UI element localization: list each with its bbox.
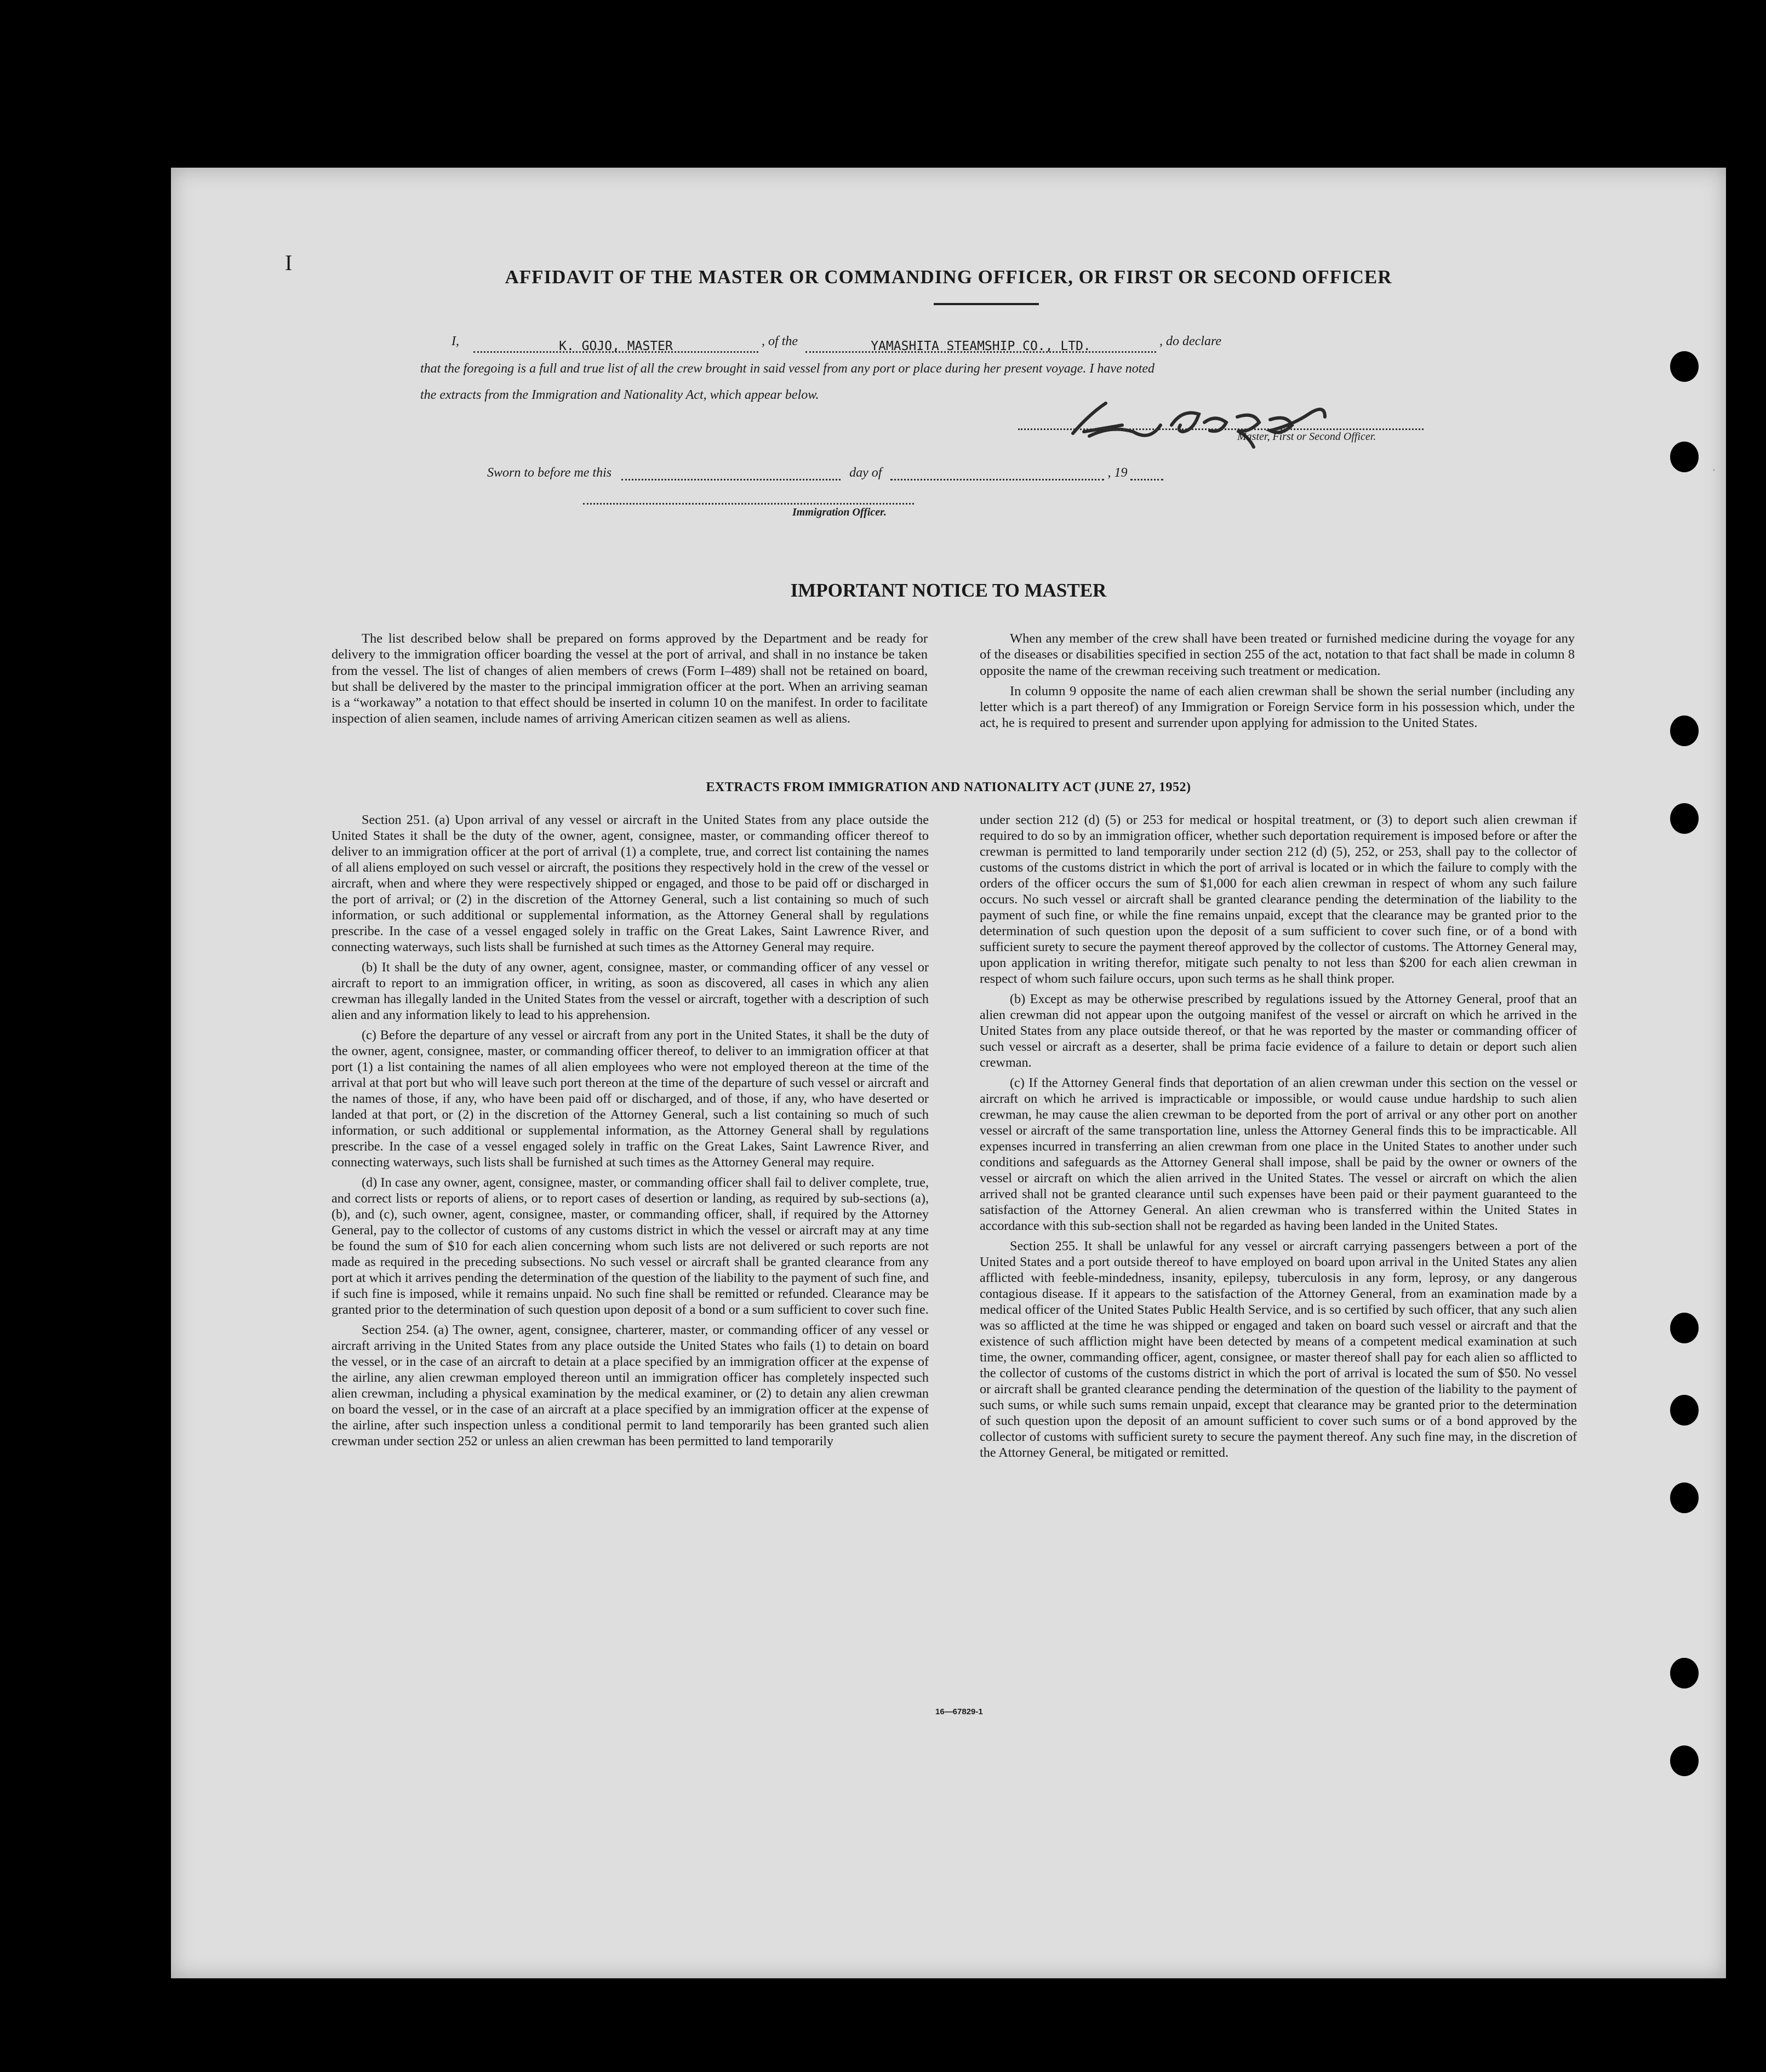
page-marker: I (285, 250, 293, 275)
signature-block (1018, 398, 1621, 458)
year-prefix: , 19 (1107, 466, 1128, 480)
of-the-label: , of the (762, 334, 798, 348)
binder-hole (1670, 1313, 1699, 1343)
sworn-year-field (1130, 462, 1163, 480)
notice-paragraph: When any member of the crew shall have been treated or furnished medicine during the voyage for any of the diseases or disabilities specified in section 255 of the act, notation to that fact shall be made in column 8 opposite the name of the crewman receiving such treatment or medication. (980, 631, 1575, 678)
binder-hole (1670, 803, 1699, 834)
document-page (171, 168, 1726, 1978)
section-paragraph: Section 254. (a) The owner, agent, consignee, charterer, master, or commanding officer of any vessel or aircraft arriving in the United States from any place outside the United States who fails (1) to detain on board the vessel, or in the case of an aircraft to detain at a place specified by an immigration officer at the expense of the airline, any alien crewman employed thereon until an immigration officer has completely inspected such alien crewman, including a physical examination by the medical examiner, or (2) to detain any alien crewman on board the vessel, or in the case of an aircraft at a place specified by an immigration officer at the expense of the airline, after such inspection unless a conditional permit to land temporarily has been granted such alien crewman under section 252 or unless an alien crewman has been permitted to land temporarily (332, 1323, 929, 1449)
extracts-left-column (332, 812, 929, 1453)
i-label: I, (451, 334, 459, 348)
notice-left-column (332, 631, 928, 731)
immigration-officer-signature-line (583, 503, 914, 505)
handwritten-signature (1051, 392, 1391, 458)
bleed-through-mark: · (1711, 463, 1718, 477)
section-paragraph: (b) It shall be the duty of any owner, agent, consignee, master, or commanding officer of any vessel or aircraft to report to an immigration officer, in writing, as soon as discovered, all cases in which any alien crewman has illegally landed in the United States from the vessel or aircraft, together with a description of such alien and any information likely to lead to his apprehension. (332, 960, 929, 1022)
signature-caption: Master, First or Second Officer. (1237, 431, 1376, 443)
binder-hole (1670, 1395, 1699, 1426)
section-paragraph: under section 212 (d) (5) or 253 for medical or hospital treatment, or (3) to deport such alien crewman if required to do so by an immigration officer, whether such deportation requirement is imposed before or after the crewman is permitted to land temporarily under section 212 (d) (5), 252, or 253, shall pay to the collector of customs of the customs district in which the port of arrival is located or in which the failure to comply with the orders of the officer occurs the sum of $1,000 for each alien crewman in respect of whom any such failure occurs. No such vessel or aircraft shall be granted clearance pending the determination of the liability to the payment of such fine, or while the fine remains unpaid, except that the clearance may be granted prior to the determination of such question upon the deposit of a sum sufficient to cover such fine, or of a bond with sufficient surety to secure the payment thereof approved by the collector of customs. The Attorney General may, upon application in writing therefor, mitigate such penalty to not less than $200 for each alien crewman in respect of whom such failure occurs, upon such terms as he shall think proper. (980, 812, 1577, 986)
immigration-officer-caption: Immigration Officer. (792, 506, 887, 518)
affidavit-title: AFFIDAVIT OF THE MASTER OR COMMANDING OFFICER, OR FIRST OR SECOND OFFICER (505, 266, 1392, 288)
extracts-right-column (980, 812, 1577, 1465)
do-declare-label: , do declare (1159, 334, 1222, 348)
section-paragraph: Section 255. It shall be unlawful for any vessel or aircraft carrying passengers between a port of the United States and a port outside thereof to have employed on board upon arrival in the United States any alien afflicted with feeble-mindedness, insanity, epilepsy, tuberculosis in any form, leprosy, or any dangerous contagious disease. If it appears to the satisfaction of the Attorney General, from an examination made by a medical officer of the United States Public Health Service, and is so certified by such officer, that any such alien was so afflicted at the time he was shipped or engaged and taken on board such vessel or aircraft and that the existence of such affliction might have been detected by means of a competent medical examination at such time, the owner, commanding officer, agent, consignee, or master thereof shall pay for each alien so afflicted to the collector of customs of the customs district in which the port of arrival is located the sum of $50. No vessel or aircraft shall be granted clearance pending the determination of the question of the liability to the payment of such sums, or while such sums remain unpaid, except that clearance may be granted prior to the determination of such question upon the deposit of an amount sufficient to cover such sums or of a bond approved by the collector of customs with sufficient surety to secure the payment thereof. Any such fine may, in the discretion of the Attorney General, be mitigated or remitted. (980, 1239, 1577, 1460)
section-paragraph: (d) In case any owner, agent, consignee, master, or commanding officer shall fail to deliver complete, true, and correct lists or reports of aliens, or to report cases of desertion or landing, as required by sub-sections (a), (b), and (c), such owner, agent, consignee, master, or commanding officer, shall, if required by the Attorney General, pay to the collector of customs of any customs district in which the vessel or aircraft may at any time be found the sum of $10 for each alien concerning whom such lists are not delivered or such reports are not made as required in the preceding subsections. No such vessel or aircraft shall be granted clearance from any port at which it arrives pending the determination of the question of the liability to the payment of such fine, and if such fine is imposed, while it remains unpaid. No such fine shall be remitted or refunded. Clearance may be granted prior to the determination of such question upon deposit of a bond or a sum sufficient to cover such fine. (332, 1175, 929, 1317)
company-field: YAMASHITA STEAMSHIP CO., LTD. (805, 335, 1156, 353)
section-paragraph: (b) Except as may be otherwise prescribed by regulations issued by the Attorney General, proof that an alien crewman did not appear upon the outgoing manifest of the vessel or aircraft on which he arrived in the United States from any place outside thereof, or that he was reported by the master or commanding officer of such vessel or aircraft as a deserter, shall be prima facie evidence of a failure to detain or deport such alien crewman. (980, 992, 1577, 1070)
notice-right-column (980, 631, 1575, 736)
sworn-month-field (890, 462, 1104, 480)
declaration-line-2: that the foregoing is a full and true list of all the crew brought in said vessel from any port or place during her present voyage. I have noted (420, 362, 1155, 376)
notice-paragraph: The list described below shall be prepared on forms approved by the Department and be ready for delivery to the immigration officer boarding the vessel at the port of arrival, and shall in no instance be taken from the vessel. The list of changes of alien members of crews (Form I–489) shall not be retained on board, but shall be delivered by the master to the principal immigration officer at the port. When an arriving seaman is a “workaway” a notation to that effect should be inserted in column 10 on the manifest. In order to facilitate inspection of alien seamen, include names of arriving American citizen seamen as well as aliens. (332, 631, 928, 726)
section-paragraph: (c) If the Attorney General finds that deportation of an alien crewman under this section on the vessel or aircraft on which he arrived is impracticable or impossible, or would cause undue hardship to such alien crewman, he may cause the alien crewman to be deported from the port of arrival or any other port on another vessel or aircraft of the same transportation line, unless the Attorney General finds this to be impracticable. All expenses incurred in transferring an alien crewman from one place in the United States to another under such conditions and safeguards as the Attorney General shall impose, shall be paid by the owner or owners of the vessel or aircraft on which the alien arrived in the United States. The vessel or aircraft on which the alien arrived shall not be granted clearance until such expenses have been paid or their payment guaranteed to the satisfaction of the Attorney General. An alien crewman who is transferred within the United States in accordance with this sub-section shall not be regarded as having been landed in the United States. (980, 1075, 1577, 1233)
binder-hole (1670, 1658, 1699, 1688)
binder-hole (1670, 1745, 1699, 1776)
binder-hole (1670, 716, 1699, 746)
form-number: 16—67829-1 (935, 1707, 983, 1716)
section-paragraph: (c) Before the departure of any vessel or aircraft from any port in the United States, it shall be the duty of the owner, agent, consignee, master, or commanding officer thereof, to deliver to an immigration officer at that port (1) a list containing the names of all alien employees who were not employed thereon at the time of the arrival at that port but who will leave such port thereon at the time of the departure of such vessel or aircraft and the names of those, if any, who have been paid off or discharged, and of those, if any, who have deserted or landed at that port, or (2) in the discretion of the Attorney General, such a list containing so much of such information, or such additional or supplemental information, as the Attorney General shall by regulations prescribe. In the case of a vessel engaged solely in traffic on the Great Lakes, Saint Lawrence River, and connecting waterways, such lists shall be furnished at such times as the Attorney General may require. (332, 1028, 929, 1170)
sworn-line (487, 462, 1163, 480)
sworn-prefix: Sworn to before me this (487, 466, 612, 480)
binder-hole (1670, 442, 1699, 472)
declaration (420, 330, 1618, 407)
day-of-label: day of (849, 466, 882, 480)
binder-hole (1670, 1483, 1699, 1513)
signature-line (1018, 428, 1424, 430)
section-paragraph: Section 251. (a) Upon arrival of any vessel or aircraft in the United States from any place outside the United States it shall be the duty of the owner, agent, consignee, master, or commanding officer thereof to deliver to an immigration officer at the port of arrival (1) a complete, true, and correct list containing the names of all aliens employed on such vessel or aircraft, the positions they respectively hold in the crew of the vessel or aircraft, when and where they were respectively shipped or engaged, and those to be paid off or discharged in the port of arrival; or (2) in the discretion of the Attorney General, such a list containing so much of such information, or such additional or supplemental information, as the Attorney General shall by regulations prescribe. In the case of a vessel engaged solely in traffic on the Great Lakes, Saint Lawrence River, and connecting waterways, such lists shall be furnished at such times as the Attorney General may require. (332, 812, 929, 954)
extracts-title: EXTRACTS FROM IMMIGRATION AND NATIONALITY ACT (JUNE 27, 1952) (706, 780, 1191, 794)
notice-title: IMPORTANT NOTICE TO MASTER (790, 580, 1107, 601)
notice-paragraph: In column 9 opposite the name of each alien crewman shall be shown the serial number (including any letter which is a part thereof) of any Immigration or Foreign Service form in his possession which, under the act, he is required to present and surrender upon applying for admission to the United States. (980, 683, 1575, 731)
title-divider (934, 303, 1039, 305)
master-name-field: K. GOJO, MASTER (473, 335, 758, 353)
declaration-line-3: the extracts from the Immigration and Nationality Act, which appear below. (420, 388, 819, 402)
binder-hole (1670, 351, 1699, 382)
sworn-day-field (621, 462, 841, 480)
